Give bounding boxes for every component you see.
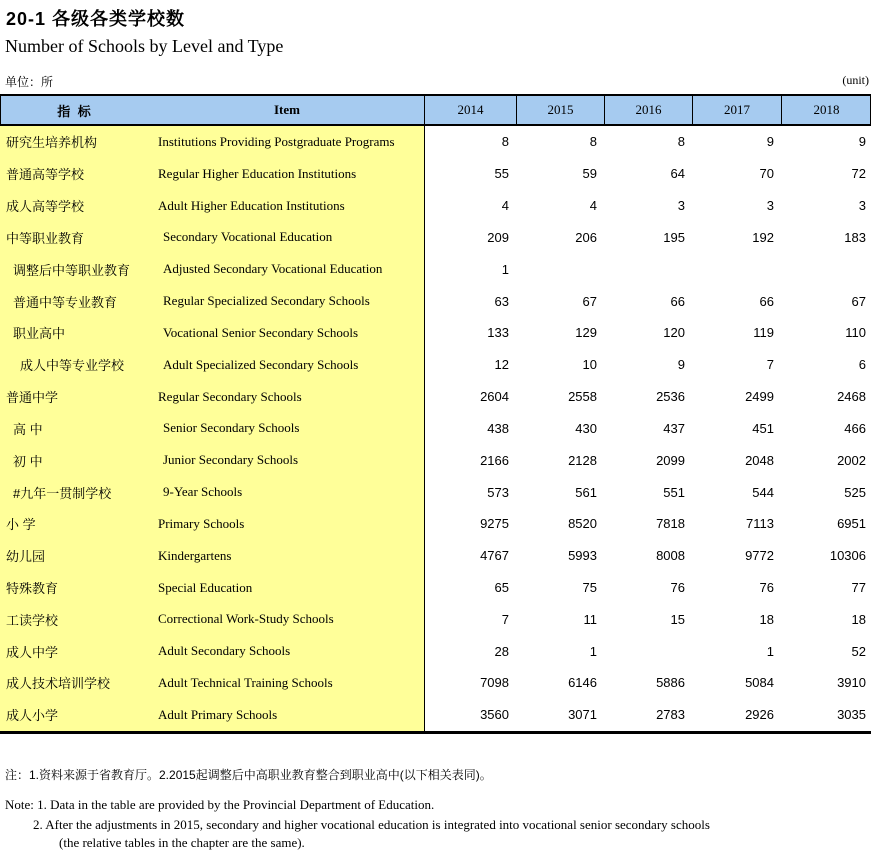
unit-label-cn: 单位：所 xyxy=(5,75,54,89)
value-cell: 72 xyxy=(851,166,866,182)
row-label-en: Regular Higher Education Institutions xyxy=(150,158,425,190)
row-label-cn: 普通中等专业教育 xyxy=(0,285,150,317)
row-label-en: Adult Technical Training Schools xyxy=(150,667,425,699)
value-cell: 7098 xyxy=(480,675,509,691)
value-cell: 2558 xyxy=(568,389,597,405)
page-title-cn: 20-1 各级各类学校数 xyxy=(6,9,186,29)
value-cell: 75 xyxy=(582,580,597,595)
value-cell: 3910 xyxy=(837,675,866,691)
row-label-en: Primary Schools xyxy=(150,508,425,540)
value-cell: 10 xyxy=(582,357,597,373)
value-cell: 55 xyxy=(494,166,509,182)
value-cell: 8520 xyxy=(568,516,597,532)
value-cell: 5084 xyxy=(745,675,774,691)
schools-table xyxy=(0,94,871,734)
value-cell: 2048 xyxy=(745,452,774,468)
value-cell: 2002 xyxy=(837,452,866,468)
value-cell: 2536 xyxy=(656,389,685,405)
row-label-en: Adult Specialized Secondary Schools xyxy=(150,349,425,381)
table-row xyxy=(0,635,871,667)
row-label-cn: 研究生培养机构 xyxy=(0,126,150,158)
value-cell: 183 xyxy=(844,229,866,245)
value-cell: 7113 xyxy=(746,516,774,532)
header-item: Item xyxy=(150,96,425,124)
value-cell: 9772 xyxy=(745,548,774,564)
header-year-2017: 2017 xyxy=(693,96,782,124)
value-cell: 66 xyxy=(759,293,774,309)
table-left-border xyxy=(0,96,1,124)
row-label-cn: 特殊教育 xyxy=(0,572,150,604)
row-label-en: Kindergartens xyxy=(150,540,425,572)
value-cell: 8 xyxy=(677,134,685,150)
row-label-cn: 中等职业教育 xyxy=(0,221,150,253)
value-cell: 10306 xyxy=(829,548,866,564)
value-cell: 28 xyxy=(494,643,509,659)
value-cell: 15 xyxy=(670,611,685,627)
table-header-row xyxy=(0,94,871,126)
value-cell: 8 xyxy=(589,134,597,150)
table-row xyxy=(0,603,871,635)
value-cell: 119 xyxy=(753,325,774,341)
value-cell: 12 xyxy=(494,357,509,373)
header-year-2014: 2014 xyxy=(425,96,517,124)
row-label-en: Secondary Vocational Education xyxy=(150,221,425,253)
table-row xyxy=(0,221,871,253)
footnote-en-2: 2. After the adjustments in 2015, secondary and higher vocational education is integrated into vocational senior secondary schools xyxy=(33,817,710,832)
value-cell: 9 xyxy=(677,357,685,373)
header-year-2018: 2018 xyxy=(813,102,840,117)
table-row xyxy=(0,667,871,699)
value-cell xyxy=(605,635,693,667)
table-row xyxy=(0,444,871,476)
row-label-cn: 初 中 xyxy=(0,444,150,476)
footnote-en-1: Note: 1. Data in the table are provided by the Provincial Department of Education. xyxy=(5,797,435,812)
row-label-cn: 普通中学 xyxy=(0,381,150,413)
value-cell: 9275 xyxy=(480,516,509,532)
value-cell: 67 xyxy=(851,293,866,309)
row-label-cn: #九年一贯制学校 xyxy=(0,476,150,508)
value-cell: 1 xyxy=(501,261,509,277)
value-cell: 3560 xyxy=(480,707,509,723)
value-cell: 7818 xyxy=(656,516,685,532)
value-cell: 77 xyxy=(851,580,866,595)
unit-label-en: (unit) xyxy=(842,73,869,87)
value-cell: 129 xyxy=(575,325,597,341)
value-cell: 76 xyxy=(759,580,774,595)
value-cell: 206 xyxy=(575,229,597,245)
row-label-cn: 高 中 xyxy=(0,412,150,444)
row-label-en: Regular Specialized Secondary Schools xyxy=(150,285,425,317)
value-cell: 2166 xyxy=(480,452,509,468)
value-cell: 573 xyxy=(487,484,509,500)
value-cell: 4767 xyxy=(480,548,509,564)
header-indicator: 指 标 xyxy=(57,103,93,119)
value-cell: 3 xyxy=(766,198,774,214)
row-label-cn: 幼儿园 xyxy=(0,540,150,572)
table-row xyxy=(0,126,871,158)
table-row xyxy=(0,349,871,381)
row-label-en: Senior Secondary Schools xyxy=(150,412,425,444)
value-cell: 2926 xyxy=(745,707,774,723)
value-cell: 70 xyxy=(759,166,774,182)
row-label-en: Junior Secondary Schools xyxy=(150,444,425,476)
value-cell: 6951 xyxy=(837,516,866,532)
table-row xyxy=(0,540,871,572)
value-cell: 1 xyxy=(766,643,774,659)
value-cell: 3071 xyxy=(568,707,597,723)
value-cell: 551 xyxy=(663,484,685,500)
value-cell: 11 xyxy=(583,611,597,627)
value-cell xyxy=(517,253,605,285)
row-label-cn: 工读学校 xyxy=(0,603,150,635)
value-cell: 7 xyxy=(501,611,509,627)
row-label-en: Special Education xyxy=(150,572,425,604)
row-label-cn: 成人高等学校 xyxy=(0,190,150,222)
value-cell: 1 xyxy=(589,643,597,659)
value-cell: 437 xyxy=(663,420,685,436)
row-label-cn: 成人中学 xyxy=(0,635,150,667)
row-label-cn: 成人技术培训学校 xyxy=(0,667,150,699)
row-label-cn: 普通高等学校 xyxy=(0,158,150,190)
value-cell: 2099 xyxy=(656,452,685,468)
value-cell: 63 xyxy=(494,293,509,309)
header-year-2015: 2015 xyxy=(517,96,605,124)
value-cell: 209 xyxy=(487,229,509,245)
value-cell: 3 xyxy=(677,198,685,214)
value-cell: 8008 xyxy=(656,548,685,564)
value-cell: 3035 xyxy=(837,707,866,723)
value-cell: 9 xyxy=(766,134,774,150)
table-row xyxy=(0,317,871,349)
value-cell: 120 xyxy=(663,325,685,341)
row-label-en: 9-Year Schools xyxy=(150,476,425,508)
value-cell: 7 xyxy=(766,357,774,373)
value-cell: 59 xyxy=(582,166,597,182)
value-cell: 2604 xyxy=(480,389,509,405)
value-cell: 6146 xyxy=(568,675,597,691)
value-cell: 52 xyxy=(851,643,866,659)
value-cell xyxy=(693,253,782,285)
value-cell: 5993 xyxy=(568,548,597,564)
row-label-cn: 成人中等专业学校 xyxy=(0,349,150,381)
value-cell: 4 xyxy=(589,198,597,214)
value-cell: 2128 xyxy=(568,452,597,468)
row-label-en: Adjusted Secondary Vocational Education xyxy=(150,253,425,285)
page-title-en: Number of Schools by Level and Type xyxy=(5,36,284,56)
value-cell: 66 xyxy=(670,293,685,309)
value-cell: 2468 xyxy=(837,389,866,405)
value-cell xyxy=(782,253,871,285)
value-cell: 466 xyxy=(844,420,866,436)
value-cell: 64 xyxy=(670,166,685,182)
value-cell: 65 xyxy=(494,580,509,595)
row-label-en: Correctional Work-Study Schools xyxy=(150,603,425,635)
value-cell: 4 xyxy=(501,198,509,214)
table-row xyxy=(0,253,871,285)
value-cell: 525 xyxy=(844,484,866,500)
value-cell: 18 xyxy=(851,611,866,627)
table-row xyxy=(0,699,871,731)
value-cell: 430 xyxy=(575,420,597,436)
value-cell: 192 xyxy=(752,229,774,245)
table-row xyxy=(0,381,871,413)
value-cell: 18 xyxy=(759,611,774,627)
table-row xyxy=(0,190,871,222)
value-cell: 5886 xyxy=(656,675,685,691)
value-cell: 451 xyxy=(752,420,774,436)
value-cell: 438 xyxy=(487,420,509,436)
header-year-2016: 2016 xyxy=(605,96,693,124)
row-label-cn: 职业高中 xyxy=(0,317,150,349)
row-label-en: Institutions Providing Postgraduate Programs xyxy=(150,126,425,158)
value-cell: 195 xyxy=(663,229,685,245)
value-cell: 110 xyxy=(845,325,866,341)
value-cell: 3 xyxy=(858,198,866,214)
footnote-en-3: (the relative tables in the chapter are the same). xyxy=(59,835,305,850)
table-row xyxy=(0,572,871,604)
value-cell: 2499 xyxy=(745,389,774,405)
value-cell: 8 xyxy=(501,134,509,150)
row-label-cn: 成人小学 xyxy=(0,699,150,731)
value-cell: 9 xyxy=(858,134,866,150)
table-row xyxy=(0,508,871,540)
table-row xyxy=(0,158,871,190)
unit-row xyxy=(0,73,871,90)
value-cell: 76 xyxy=(670,580,685,595)
row-label-en: Vocational Senior Secondary Schools xyxy=(150,317,425,349)
value-cell: 2783 xyxy=(656,707,685,723)
footnote-cn: 注：1.资料来源于省教育厅。2.2015起调整后中高职业教育整合到职业高中(以下相关表同)。 xyxy=(5,768,492,782)
value-cell: 544 xyxy=(752,484,774,500)
table-row xyxy=(0,285,871,317)
value-cell: 6 xyxy=(858,357,866,373)
row-label-cn: 调整后中等职业教育 xyxy=(0,253,150,285)
row-label-en: Adult Primary Schools xyxy=(150,699,425,731)
value-cell: 133 xyxy=(487,325,509,341)
row-label-en: Regular Secondary Schools xyxy=(150,381,425,413)
value-cell: 561 xyxy=(575,484,597,500)
table-row xyxy=(0,476,871,508)
row-label-en: Adult Secondary Schools xyxy=(150,635,425,667)
value-cell: 67 xyxy=(582,293,597,309)
row-label-en: Adult Higher Education Institutions xyxy=(150,190,425,222)
table-body xyxy=(0,126,871,734)
value-cell xyxy=(605,253,693,285)
row-label-cn: 小 学 xyxy=(0,508,150,540)
table-row xyxy=(0,412,871,444)
